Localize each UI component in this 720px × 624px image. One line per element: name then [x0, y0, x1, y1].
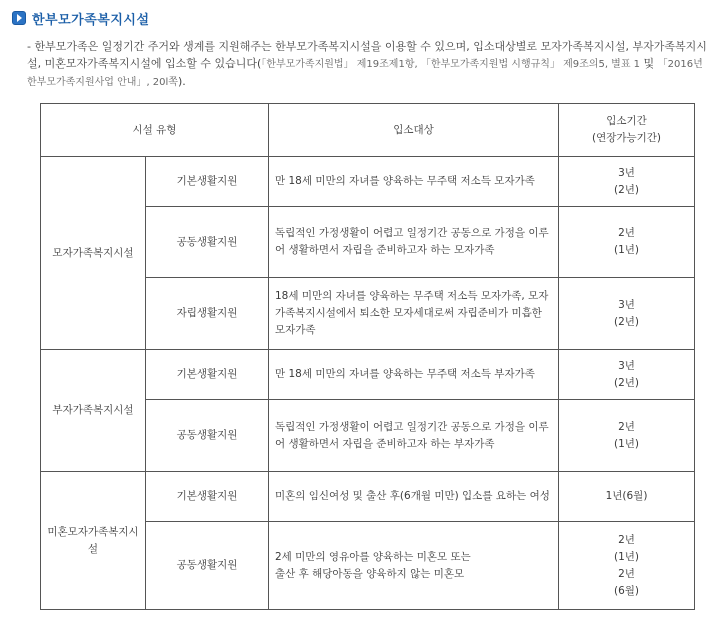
period-cell — [559, 207, 695, 278]
period-value: 2년 — [618, 567, 635, 580]
target-cell: 독립적인 가정생활이 어렵고 일정기간 공동으로 가정을 이루어 생활하면서 자립을 준비하고자 하는 모자가족 — [269, 207, 559, 278]
period-value: 1년(6월) — [605, 490, 648, 502]
period-value: 2년 — [618, 533, 635, 546]
target-cell: 독립적인 가정생활이 어렵고 일정기간 공동으로 가정을 이루어 생활하면서 자립을 준비하고자 하는 부자가족 — [269, 400, 559, 472]
bullet-arrow-icon — [12, 11, 26, 25]
facility-type-cell: 모자가족복지시설 — [41, 157, 146, 350]
period-cell — [559, 400, 695, 472]
target-line: 2세 미만의 영유아를 양육하는 미혼모 또는 — [275, 550, 471, 563]
extension-value: (6월) — [613, 584, 640, 597]
period-value: 3년 — [618, 359, 635, 372]
facility-type-cell: 미혼모자가족복지시설 — [41, 472, 146, 610]
extension-value: (1년) — [613, 550, 640, 563]
table-header-row — [41, 104, 695, 157]
extension-value: (2년) — [613, 183, 640, 196]
period-value: 3년 — [618, 166, 635, 179]
subtype-cell: 공동생활지원 — [146, 522, 269, 610]
table-row — [41, 472, 695, 522]
intro-closing: ). — [177, 75, 186, 88]
header-target: 입소대상 — [269, 104, 559, 157]
header-period-line2: (연장가능기간) — [591, 132, 662, 144]
subtype-cell: 기본생활지원 — [146, 472, 269, 522]
header-period-line1: 입소기간 — [606, 115, 647, 127]
subtype-cell: 기본생활지원 — [146, 350, 269, 400]
period-cell — [559, 472, 695, 522]
intro-source-law: 「한부모가족지원법」 제19조제1항, 「한부모가족지원법 시행규칙」 제9조의5, 별표 1 — [261, 59, 641, 70]
extension-value: (1년) — [613, 437, 640, 450]
subtype-cell: 자립생활지원 — [146, 278, 269, 350]
header-facility-type: 시설 유형 — [41, 104, 269, 157]
intro-connector: 및 — [640, 57, 658, 70]
target-cell — [269, 522, 559, 610]
period-cell — [559, 278, 695, 350]
section-title: 한부모가족복지시설 — [32, 12, 150, 28]
intro-text: - 한부모가족은 일정기간 주거와 생계를 지원해주는 한부모가족복지시설을 이용할 수 있으며, 입소대상별로 모자가족복지시설, 부자가족복지시설, 미혼모자가족복지시설에 입소할 수 있습니다( — [27, 40, 707, 70]
table-row — [41, 350, 695, 400]
section-heading — [12, 9, 150, 27]
target-cell: 18세 미만의 자녀를 양육하는 무주택 저소득 모자가족, 모자가족복지시설에서 퇴소한 모자세대로써 자립준비가 미흡한 모자가족 — [269, 278, 559, 350]
period-value: 3년 — [618, 298, 635, 311]
target-cell: 만 18세 미만의 자녀를 양육하는 무주택 저소득 부자가족 — [269, 350, 559, 400]
facility-table — [40, 103, 695, 610]
target-cell: 미혼의 임신여성 및 출산 후(6개월 미만) 입소를 요하는 여성 — [269, 472, 559, 522]
target-cell: 만 18세 미만의 자녀를 양육하는 무주택 저소득 모자가족 — [269, 157, 559, 207]
facility-type-cell: 부자가족복지시설 — [41, 350, 146, 472]
subtype-cell: 공동생활지원 — [146, 400, 269, 472]
target-line: 출산 후 해당아동을 양육하지 않는 미혼모 — [275, 567, 465, 580]
period-cell — [559, 157, 695, 207]
extension-value: (2년) — [613, 376, 640, 389]
table-row — [41, 157, 695, 207]
intro-paragraph — [27, 38, 712, 91]
intro-source-guide: 「2016년 한부모가족지원사업 안내」, 20l쪽 — [27, 59, 703, 88]
period-value: 2년 — [618, 227, 635, 239]
extension-value: (2년) — [613, 315, 640, 328]
subtype-cell: 공동생활지원 — [146, 207, 269, 278]
period-cell — [559, 350, 695, 400]
extension-value: (1년) — [613, 244, 640, 256]
subtype-cell: 기본생활지원 — [146, 157, 269, 207]
period-value: 2년 — [618, 420, 635, 433]
header-period — [559, 104, 695, 157]
period-cell — [559, 522, 695, 610]
